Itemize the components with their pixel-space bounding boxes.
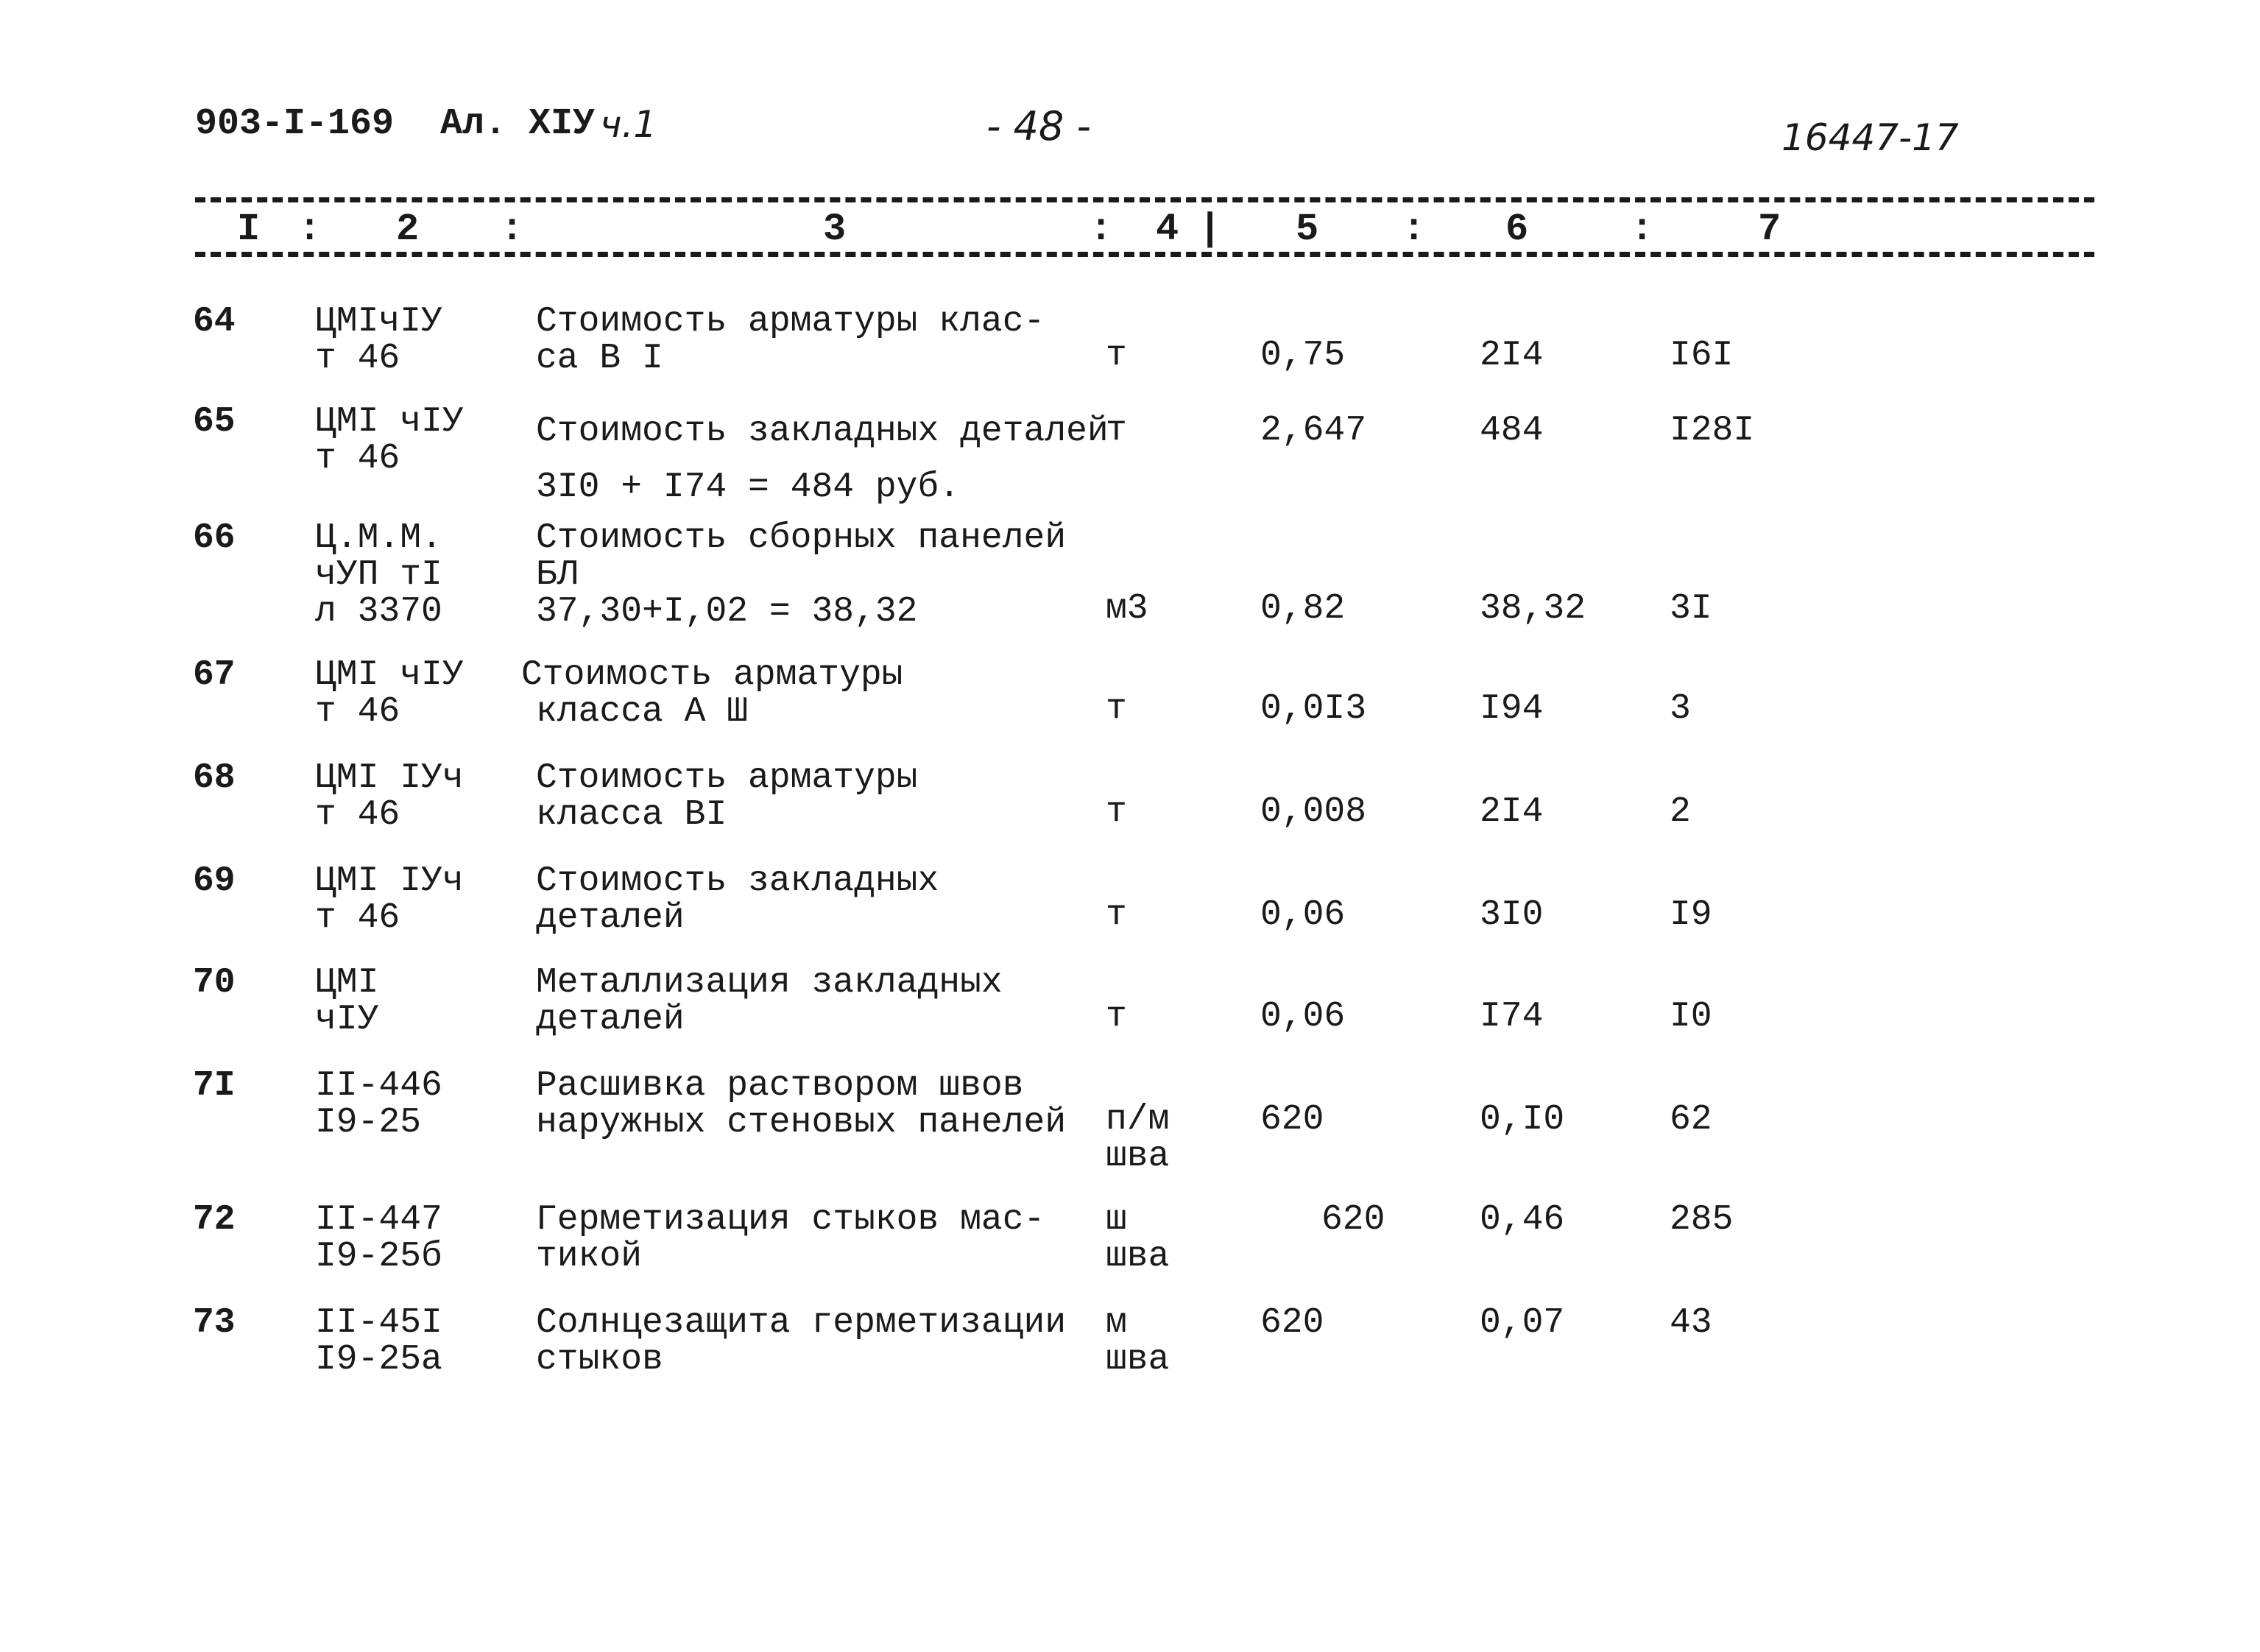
item-description: Стоимость сборных панелей БЛ 37,30+I,02 = 38,32 [536,518,1067,632]
quantity: 0,06 [1260,895,1346,935]
document-code: 903-I-169 [195,103,395,145]
rate-code: II-446 I9-25 [315,1066,442,1143]
rate-code: Ц.М.М. чУП тI л 3370 [315,518,442,632]
unit: т [1106,895,1127,935]
row-number: 64 [193,302,236,342]
rate-code: II-447 I9-25б [315,1200,442,1277]
row-number: 68 [193,758,236,798]
column-separator: : [1402,208,1426,251]
column-header-5: 5 [1296,208,1319,251]
item-description: Металлизация закладных деталей [536,963,1003,1039]
column-separator: | [1198,208,1222,251]
unit-price: I94 [1480,689,1544,729]
total-cost: I6I [1670,336,1734,375]
row-number: 72 [193,1200,236,1240]
row-number: 65 [193,402,236,442]
rate-code: ЦМI чIУ т 46 [315,402,464,479]
item-description: Стоимость закладных деталей 3I0 + I74 = 484 руб. [536,412,1109,507]
rate-code: ЦМIчIУ т 46 [315,302,442,378]
row-number: 70 [193,963,236,1003]
column-header-7: 7 [1758,208,1781,251]
unit: п/м шва [1106,1100,1170,1176]
unit: т [1106,689,1127,729]
quantity: 0,75 [1260,336,1346,375]
row-number: 69 [193,861,236,901]
unit-price: 2I4 [1480,336,1544,375]
header-rule-bottom [195,252,2094,257]
unit-price: 0,07 [1480,1303,1565,1343]
total-cost: I28I [1670,411,1755,451]
unit-price: 0,I0 [1480,1100,1565,1140]
unit-price: 3I0 [1480,895,1544,935]
unit: т [1106,792,1127,832]
unit-price: 0,46 [1480,1200,1565,1240]
total-cost: 285 [1670,1200,1734,1240]
item-description: Расшивка раствором швов наружных стеновых панелей [536,1066,1067,1143]
unit: ш шва [1106,1200,1170,1277]
total-cost: I9 [1670,895,1712,935]
row-number: 66 [193,518,236,558]
quantity: 0,06 [1260,997,1346,1037]
header-rule-top [195,197,2094,202]
item-description: Солнцезащита герметизации стыков [536,1303,1067,1380]
quantity: 2,647 [1260,411,1367,451]
column-separator: : [501,208,524,251]
unit: т [1106,411,1127,451]
column-header-2: 2 [396,208,420,251]
total-cost: I0 [1670,997,1712,1037]
item-description: Герметизация стыков мас- тикой [536,1200,1045,1277]
total-cost: 43 [1670,1303,1712,1343]
total-cost: 2 [1670,792,1691,832]
column-header-3: 3 [823,208,847,251]
rate-code: II-45I I9-25а [315,1303,442,1380]
unit: т [1106,997,1127,1037]
row-number: 67 [193,655,236,695]
unit-price: 484 [1480,411,1544,451]
unit-price: 38,32 [1480,589,1586,629]
unit-price: I74 [1480,997,1544,1037]
rate-code: ЦМI чIУ [315,963,379,1039]
column-separator: : [298,208,322,251]
quantity: 0,82 [1260,589,1346,629]
item-description: Стоимость закладных деталей [536,861,939,938]
column-separator: : [1090,208,1113,251]
column-header-4: 4 [1156,208,1179,251]
row-number: 73 [193,1303,236,1343]
item-description: Стоимость арматуры класса А Ш [521,655,903,732]
part-label: ч.1 [600,103,657,146]
column-separator: : [1631,208,1654,251]
inventory-number: 16447-17 [1781,116,1959,159]
column-header-6: 6 [1505,208,1529,251]
item-description: Стоимость арматуры класса ВI [536,758,918,835]
quantity: 0,0I3 [1260,689,1367,729]
quantity: 620 [1321,1200,1385,1240]
item-description: Стоимость арматуры клас- са В I [536,302,1045,378]
page-number: - 48 - [986,103,1092,149]
unit: т [1106,336,1127,375]
quantity: 0,008 [1260,792,1367,832]
rate-code: ЦМI IУч т 46 [315,758,464,835]
total-cost: 3 [1670,689,1691,729]
unit: м3 [1106,589,1148,629]
column-header-1: I [237,208,261,251]
unit-price: 2I4 [1480,792,1544,832]
rate-code: ЦМI IУч т 46 [315,861,464,938]
rate-code: ЦМI чIУ т 46 [315,655,464,732]
row-number: 7I [193,1066,236,1106]
unit: м шва [1106,1303,1170,1380]
total-cost: 62 [1670,1100,1712,1140]
quantity: 620 [1260,1303,1324,1343]
quantity: 620 [1260,1100,1324,1140]
album-label: Ал. XIУ [440,103,596,145]
total-cost: 3I [1670,589,1712,629]
